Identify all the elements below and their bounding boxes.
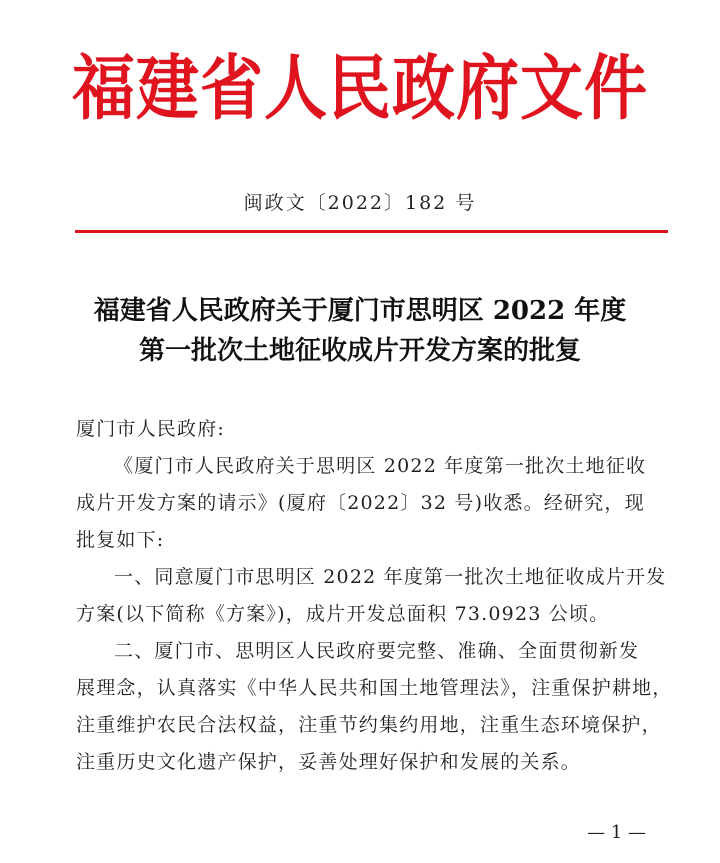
document-number: 闽政文〔2022〕182 号: [243, 192, 477, 214]
body-line: 《厦门市人民政府关于思明区 2022 年度第一批次土地征收: [114, 455, 647, 477]
document-subject: [0, 291, 720, 371]
body-line: 批复如下:: [76, 529, 165, 551]
red-separator-rule: [75, 230, 668, 233]
subject-line-1: 福建省人民政府关于厦门市思明区 2022 年度: [93, 296, 627, 326]
body-line: 注重历史文化遗产保护，妥善处理好保护和发展的关系。: [76, 751, 582, 773]
body-line: 注重维护农民合法权益，注重节约集约用地，注重生态环境保护，: [76, 714, 662, 736]
document-body: [76, 411, 696, 781]
body-line: 成片开发方案的请示》(厦府〔2022〕32 号)收悉。经研究，现: [76, 492, 645, 514]
page-number: — 1 —: [587, 822, 646, 843]
issuing-authority-title: 福建省人民政府文件: [72, 46, 648, 130]
addressee: 厦门市人民政府:: [76, 418, 226, 440]
body-line: 展理念，认真落实《中华人民共和国土地管理法》，注重保护耕地，: [76, 677, 673, 699]
body-line: 二、厦门市、思明区人民政府要完整、准确、全面贯彻新发: [114, 640, 640, 662]
body-line: 方案(以下简称《方案》)，成片开发总面积 73.0923 公顷。: [76, 603, 610, 625]
subject-line-2: 第一批次土地征收成片开发方案的批复: [138, 336, 581, 366]
body-line: 一、同意厦门市思明区 2022 年度第一批次土地征收成片开发: [114, 566, 667, 588]
